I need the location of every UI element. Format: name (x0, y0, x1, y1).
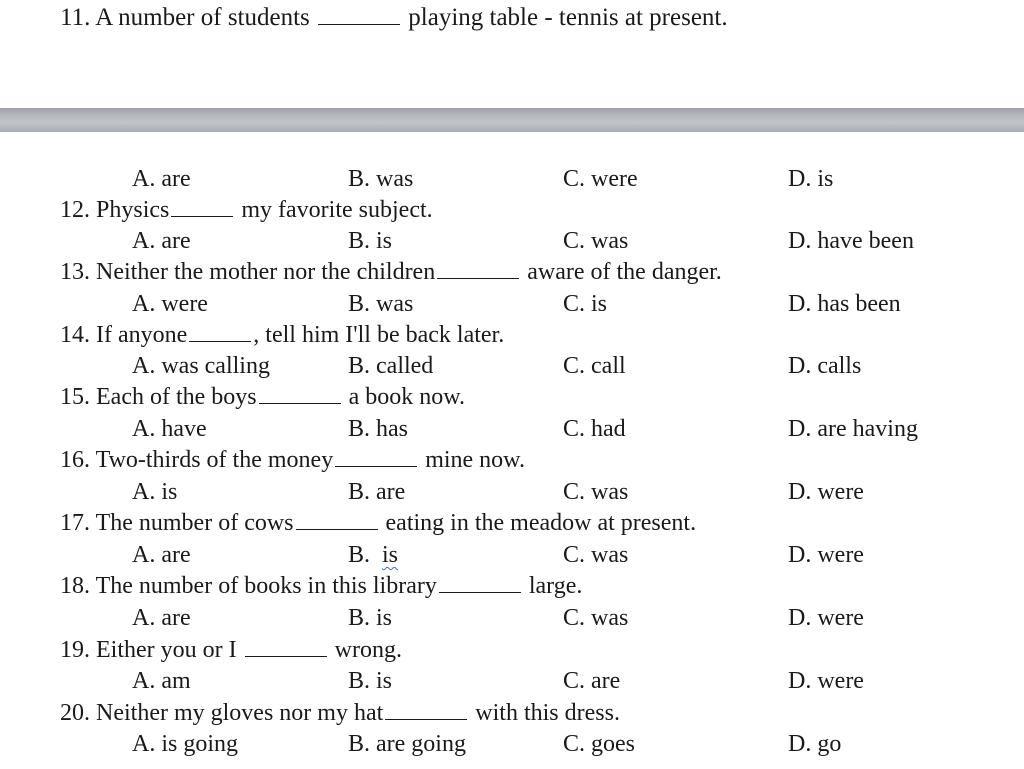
question-number: 19. (60, 637, 90, 663)
question-text-before: Two-thirds of the money (95, 447, 334, 473)
question-16-options (0, 477, 1024, 508)
option-b-label: B. (348, 542, 371, 568)
answer-blank (296, 509, 378, 530)
option-c: C. was (563, 228, 629, 254)
question-text-before: Neither my gloves nor my hat (96, 700, 384, 726)
option-d: D. are having (788, 416, 918, 442)
option-d: D. were (788, 668, 864, 694)
question-13-stem (0, 257, 1024, 288)
question-15-options (0, 414, 1024, 445)
option-c: C. had (563, 416, 626, 442)
option-a: A. were (132, 291, 208, 317)
option-b: B. is (348, 228, 393, 254)
option-b: B. are going (348, 731, 466, 757)
option-d: D. has been (788, 291, 901, 317)
question-13-options (0, 289, 1024, 320)
option-b: B. are (348, 479, 406, 505)
answer-blank (171, 196, 233, 217)
option-a: A. are (132, 228, 191, 254)
question-17-options (0, 540, 1024, 571)
spellcheck-underlined-word: is (382, 542, 399, 568)
option-d: D. have been (788, 228, 914, 254)
option-a: A. are (132, 166, 191, 192)
option-d: D. were (788, 479, 864, 505)
question-16-stem (0, 445, 1024, 476)
question-number: 15. (60, 384, 90, 410)
document-page (0, 132, 1024, 769)
option-b: B. was (348, 166, 414, 192)
question-12-options (0, 226, 1024, 257)
question-11-options (0, 164, 1024, 195)
option-b: B. called (348, 353, 434, 379)
question-text-after: playing table - tennis at present. (408, 4, 728, 31)
answer-blank (385, 699, 467, 720)
question-number: 13. (60, 259, 90, 285)
option-d: D. were (788, 542, 864, 568)
option-b: B. is (348, 605, 393, 631)
page-break-divider (0, 108, 1024, 132)
answer-blank (335, 446, 417, 467)
question-text-before: Either you or I (96, 637, 237, 663)
option-c: C. was (563, 605, 629, 631)
option-a: A. was calling (132, 353, 270, 379)
question-text-after: aware of the danger. (527, 259, 722, 285)
answer-blank (245, 636, 327, 657)
question-11-stem (60, 4, 728, 32)
question-text-before: If anyone (96, 322, 188, 348)
option-d: D. is (788, 166, 834, 192)
option-d: D. calls (788, 353, 862, 379)
question-text-after: with this dress. (475, 700, 620, 726)
question-text-after: eating in the meadow at present. (385, 510, 697, 536)
question-text-after: my favorite subject. (241, 197, 433, 223)
answer-blank (439, 572, 521, 593)
question-number: 11. (60, 4, 91, 31)
answer-blank (259, 383, 341, 404)
option-c: C. call (563, 353, 626, 379)
question-20-stem (0, 698, 1024, 729)
option-a: A. have (132, 416, 207, 442)
option-b: B. is (348, 668, 393, 694)
question-20-options (0, 729, 1024, 760)
option-b: B. was (348, 291, 414, 317)
question-text-after: mine now. (425, 447, 525, 473)
question-number: 18. (60, 573, 90, 599)
question-15-stem (0, 382, 1024, 413)
answer-blank (437, 258, 519, 279)
question-text-before: Each of the boys (96, 384, 257, 410)
answer-blank (189, 321, 251, 342)
question-text-before: A number of students (95, 4, 310, 31)
option-b (348, 540, 398, 571)
option-a: A. am (132, 668, 191, 694)
question-14-options (0, 351, 1024, 382)
option-c: C. were (563, 166, 638, 192)
option-a: A. are (132, 605, 191, 631)
question-text-after: a book now. (348, 384, 466, 410)
question-number: 20. (60, 700, 90, 726)
question-text-after: wrong. (334, 637, 402, 663)
option-c: C. was (563, 542, 629, 568)
question-number: 16. (60, 447, 90, 473)
question-text-before: Neither the mother nor the children (96, 259, 436, 285)
question-19-stem (0, 635, 1024, 666)
answer-blank (318, 4, 400, 25)
question-number: 12. (60, 197, 90, 223)
option-d: D. were (788, 605, 864, 631)
question-number: 14. (60, 322, 90, 348)
option-c: C. are (563, 668, 621, 694)
option-a: A. are (132, 542, 191, 568)
option-c: C. was (563, 479, 629, 505)
question-text-before: Physics (96, 197, 170, 223)
page-fragment-top (0, 0, 1024, 108)
question-14-stem (0, 320, 1024, 351)
option-c: C. goes (563, 731, 635, 757)
option-a: A. is going (132, 731, 239, 757)
question-text-before: The number of books in this library (95, 573, 437, 599)
option-a: A. is (132, 479, 178, 505)
question-18-stem (0, 571, 1024, 602)
question-text-after: large. (528, 573, 583, 599)
option-c: C. is (563, 291, 608, 317)
question-12-stem (0, 195, 1024, 226)
option-d: D. go (788, 731, 842, 757)
question-number: 17. (60, 510, 90, 536)
question-text-after: , tell him I'll be back later. (253, 322, 505, 348)
option-b: B. has (348, 416, 408, 442)
question-19-options (0, 666, 1024, 697)
question-18-options (0, 603, 1024, 634)
question-17-stem (0, 508, 1024, 539)
question-text-before: The number of cows (95, 510, 294, 536)
